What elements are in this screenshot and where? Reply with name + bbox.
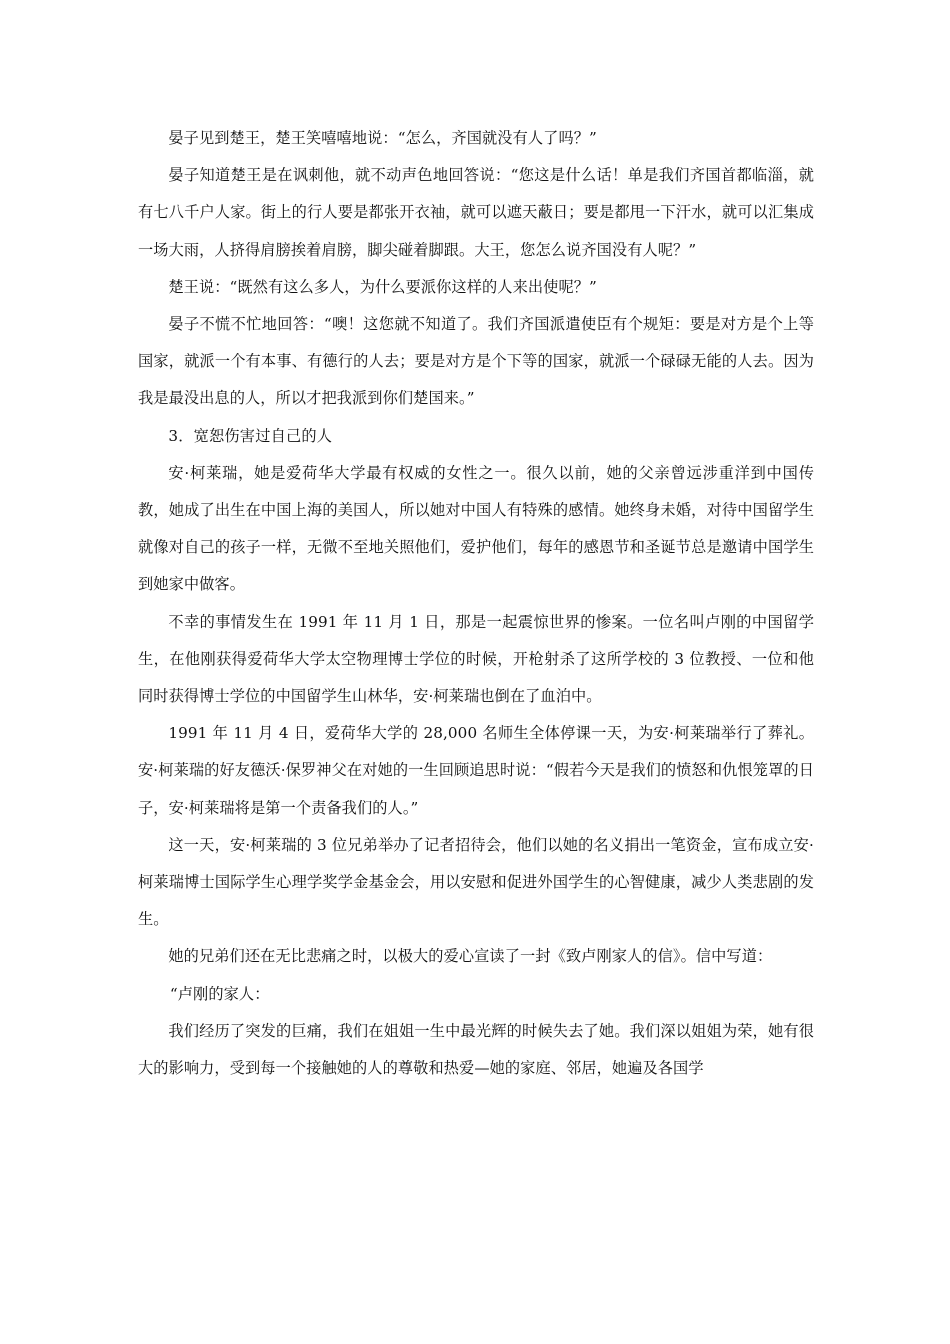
paragraph-ann-cleary-intro: 安·柯莱瑞，她是爱荷华大学最有权威的女性之一。很久以前，她的父亲曾远涉重洋到中国传教，她成了出生在中国上海的美国人，所以她对中国人有特殊的感情。她终身未婚，对待中国留学生就像对自己的孩子一样，无微不至地关照他们，爱护他们，每年的感恩节和圣诞节总是邀请中国学生到她家中做客。	[138, 463, 814, 594]
paragraph-yanzi-answer: 晏子不慌不忙地回答：“噢！这您就不知道了。我们齐国派遣使臣有个规矩：要是对方是个上等国家，就派一个有本事、有德行的人去；要是对方是个下等的国家，就派一个碌碌无能的人去。因为我是最没出息的人，所以才把我派到你们楚国来。”	[138, 315, 814, 408]
paragraph-yanzi-reply-linzi: 晏子知道楚王是在讽刺他，就不动声色地回答说：“您这是什么话！单是我们齐国首都临淄，就有七八千户人家。街上的行人要是都张开衣袖，就可以遮天蔽日；要是都甩一下汗水，就可以汇集成一场大雨，人挤得肩膀挨着肩膀，脚尖碰着脚跟。大王，您怎么说齐国没有人呢？”	[138, 166, 814, 259]
paragraph-foundation: 这一天，安·柯莱瑞的 3 位兄弟举办了记者招待会，他们以她的名义捐出一笔资金，宣布成立安·柯莱瑞博士国际学生心理学奖学金基金会，用以安慰和促进外国学生的心智健康，减少人类悲剧的发生。	[138, 835, 814, 929]
paragraph-letter-intro: 她的兄弟们还在无比悲痛之时，以极大的爱心宣读了一封《致卢刚家人的信》。信中写道：	[168, 947, 773, 966]
paragraph-yanzi-meets-king: 晏子见到楚王，楚王笑嘻嘻地说：“怎么，齐国就没有人了吗？”	[168, 129, 597, 147]
paragraph-letter-body: 我们经历了突发的巨痛，我们在姐姐一生中最光辉的时候失去了她。我们深以姐姐为荣，她有很大的影响力，受到每一个接触她的人的尊敬和热爱—她的家庭、邻居，她遍及各国学	[138, 1021, 814, 1078]
paragraph-tragedy: 不幸的事情发生在 1991 年 11 月 1 日，那是一起震惊世界的惨案。一位名叫卢刚的中国留学生，在他刚获得爱荷华大学太空物理博士学位的时候，开枪射杀了这所学校的 3 位教授、一位和他同时获得博士学位的中国留学生山林华，安·柯莱瑞也倒在了血泊中。	[138, 612, 814, 706]
section-heading-forgive: 3．宽恕伤害过自己的人	[168, 426, 333, 445]
paragraph-funeral: 1991 年 11 月 4 日，爱荷华大学的 28,000 名师生全体停课一天，为安·柯莱瑞举行了葬礼。安·柯莱瑞的好友德沃·保罗神父在对她的一生回顾追思时说：“假若今天是我们的愤怒和仇恨笼罩的日子，安·柯莱瑞将是第一个责备我们的人。”	[138, 724, 814, 817]
paragraph-letter-salutation: “卢刚的家人：	[169, 984, 270, 1003]
paragraph-king-asks: 楚王说：“既然有这么多人，为什么要派你这样的人来出使呢？”	[168, 277, 597, 296]
document-body	[138, 120, 814, 1087]
